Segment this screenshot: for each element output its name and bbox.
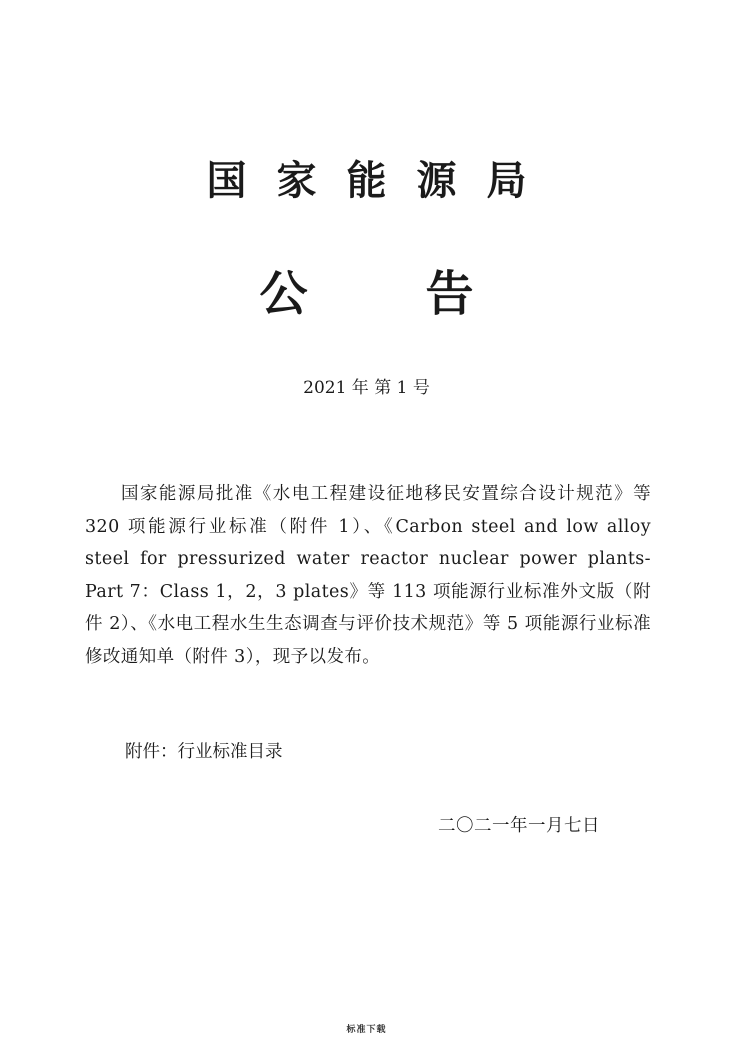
document-type-heading: 公告 — [259, 266, 592, 322]
attachment-line: 附件：行业标准目录 — [125, 742, 283, 762]
agency-title: 国家能源局 — [206, 158, 557, 204]
issue-date: 二〇二一年一月七日 — [438, 816, 600, 836]
watermark: 标准下载 — [346, 1025, 387, 1035]
announcement-body: 国家能源局批准《水电工程建设征地移民安置综合设计规范》等 320 项能源行业标准（附件 1）、《Carbon steel and low alloy steel for pressurized water reactor nuclear power plants-Part 7：Class 1，2，3 plates》等 113 项能源行业标准外文版（附件 2）、《水电工程水生生态调查与评价技术规范》等 5 项能源行业标准修改通知单（附件 3），现予以发布。 — [85, 484, 651, 667]
document-number: 2021 年 第 1 号 — [303, 378, 430, 398]
